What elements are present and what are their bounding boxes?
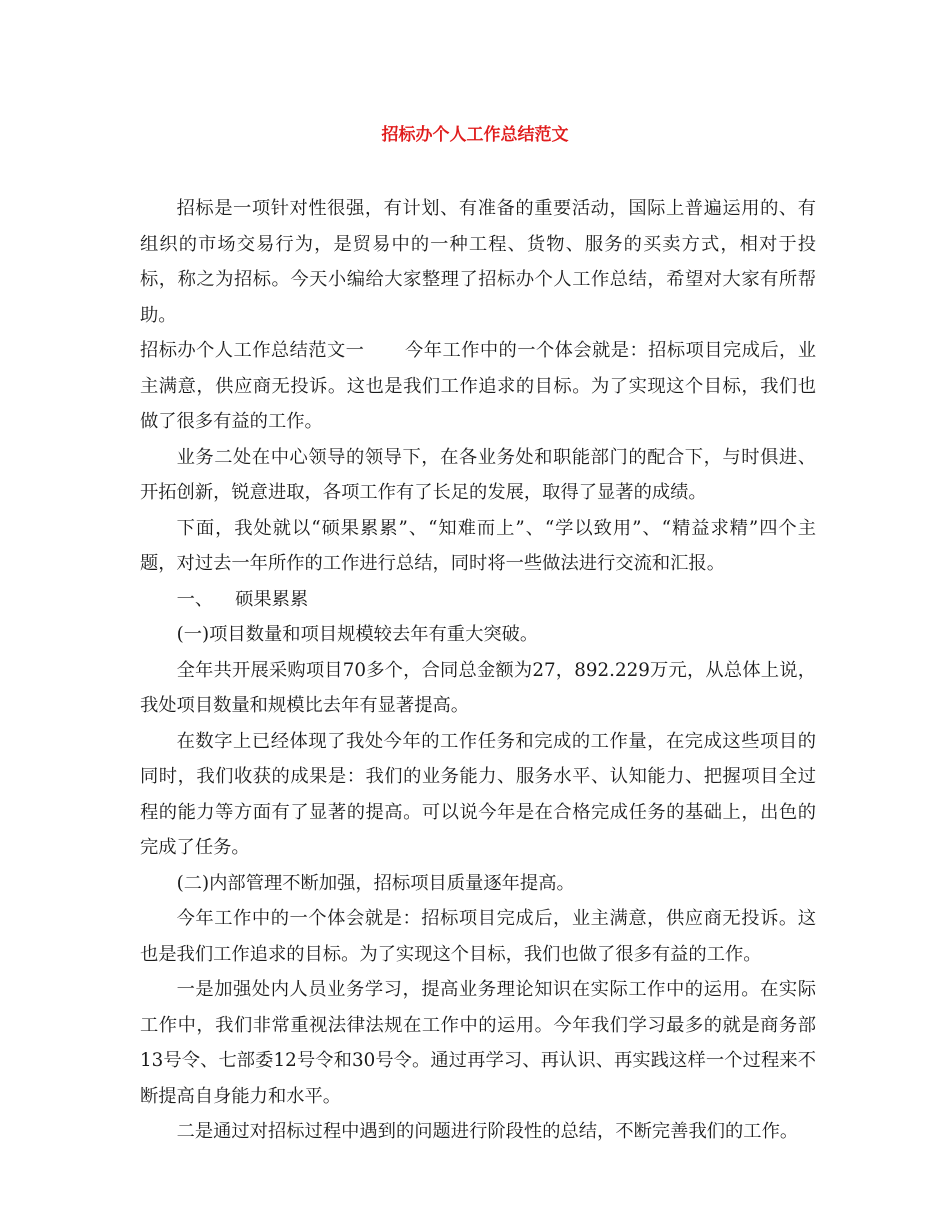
section-heading xyxy=(140,582,816,618)
intro-paragraph: 招标是一项针对性很强，有计划、有准备的重要活动，国际上普遍运用的、有组织的市场交易行为，是贸易中的一种工程、货物、服务的买卖方式，相对于投标，称之为招标。今天小编给大家整理了招标办个人工作总结，希望对大家有所帮助。 xyxy=(140,198,816,326)
example-text: 今年工作中的一个体会就是：招标项目完成后，业主满意，供应商无投诉。这也是我们工作追求的目标。为了实现这个目标，我们也做了很多有益的工作。 xyxy=(140,340,817,432)
body-paragraph: 在数字上已经体现了我处今年的工作任务和完成的工作量，在完成这些项目的同时，我们收获的成果是：我们的业务能力、服务水平、认知能力、把握项目全过程的能力等方面有了显著的提高。可以说今年是在合格完成任务的基础上，出色的完成了任务。 xyxy=(140,730,816,858)
section-title: 硕果累累 xyxy=(235,588,309,610)
document-title: 招标办个人工作总结范文 xyxy=(381,125,569,145)
example-heading: 招标办个人工作总结范文一 xyxy=(140,340,365,361)
body-paragraph: 今年工作中的一个体会就是：招标项目完成后，业主满意，供应商无投诉。这也是我们工作追求的目标。为了实现这个目标，我们也做了很多有益的工作。 xyxy=(140,908,816,965)
body-paragraph: 全年共开展采购项目70多个，合同总金额为27，892.229万元，从总体上说，我处项目数量和规模比去年有显著提高。 xyxy=(140,659,816,716)
section-number: 一、 xyxy=(176,588,214,610)
document-body xyxy=(140,191,816,1150)
subsection-heading: (一)项目数量和项目规模较去年有重大突破。 xyxy=(176,624,539,645)
themes-paragraph: 下面，我处就以“硕果累累”、“知难而上”、“学以致用”、“精益求精”四个主题，对过去一年所作的工作进行总结，同时将一些做法进行交流和汇报。 xyxy=(140,517,816,574)
department-paragraph: 业务二处在中心领导的领导下，在各业务处和职能部门的配合下，与时俱进、开拓创新，锐意进取，各项工作有了长足的发展，取得了显著的成绩。 xyxy=(140,446,816,503)
body-paragraph: 一是加强处内人员业务学习，提高业务理论知识在实际工作中的运用。在实际工作中，我们非常重视法律法规在工作中的运用。今年我们学习最多的就是商务部13号令、七部委12号令和30号令。通过再学习、再认识、再实践这样一个过程来不断提高自身能力和水平。 xyxy=(140,979,816,1107)
subsection-heading: (二)内部管理不断加强，招标项目质量逐年提高。 xyxy=(176,872,575,894)
example-paragraph xyxy=(140,333,816,440)
body-paragraph: 二是通过对招标过程中遇到的问题进行阶段性的总结，不断完善我们的工作。 xyxy=(176,1121,799,1142)
